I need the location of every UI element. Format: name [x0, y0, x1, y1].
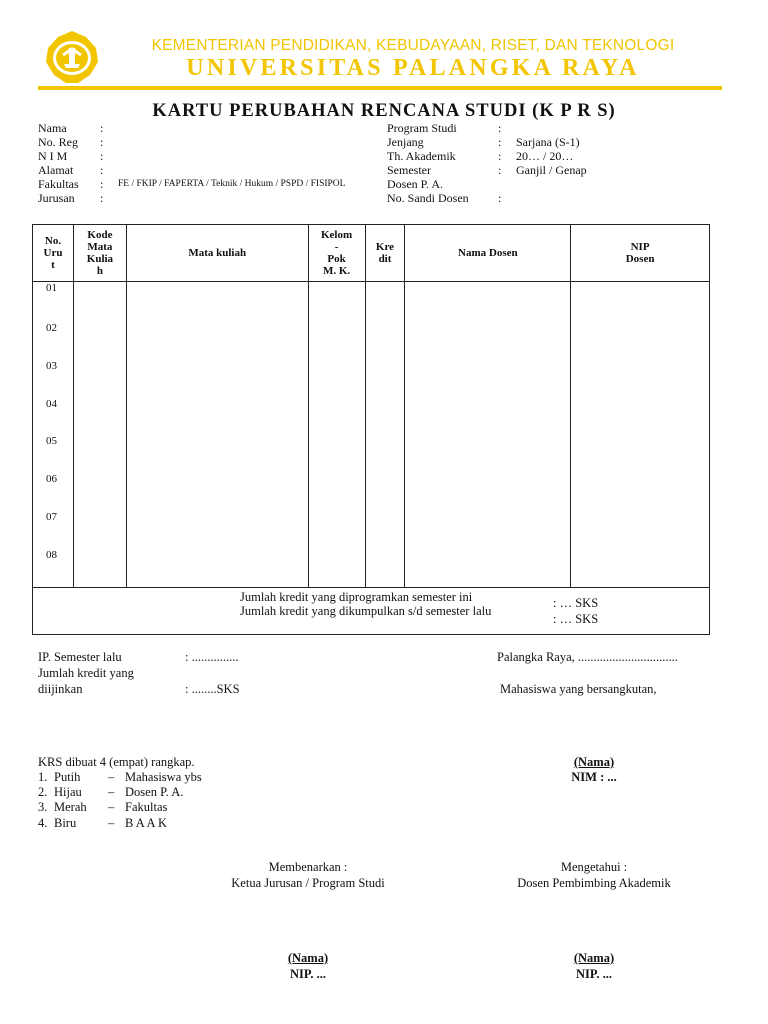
- list-item-dash: –: [108, 800, 115, 814]
- acknowledge-role: Dosen Pembimbing Akademik: [517, 876, 671, 890]
- list-item-holder: Dosen P. A.: [125, 785, 184, 799]
- field-sep: :: [100, 135, 104, 149]
- fakultas-options: FE / FKIP / FAPERTA / Teknik / Hukum / PSPD / FISIPOL: [118, 179, 346, 189]
- row-number: 02: [33, 322, 74, 360]
- form-title: KARTU PERUBAHAN RENCANA STUDI (K P R S): [152, 101, 616, 121]
- university-logo: [40, 30, 104, 86]
- accumulated-credit-value: : … SKS: [553, 611, 599, 626]
- allowed-credit-label-cont: diijinkan: [38, 682, 83, 696]
- header-nama-dosen: Nama Dosen: [405, 225, 571, 282]
- accumulated-credit-label: Jumlah kredit yang dikumpulkan s/d semester lalu: [240, 603, 492, 618]
- jenjang-value: Sarjana (S-1): [516, 135, 580, 149]
- field-label-sandi-dosen: No. Sandi Dosen: [387, 191, 469, 205]
- semester-value: Ganjil / Genap: [516, 163, 587, 177]
- table-row: [33, 473, 710, 511]
- header-no-urut: No. Uru t: [33, 225, 74, 282]
- university-seal-icon: [40, 30, 104, 86]
- field-label-nim: N I M: [38, 149, 68, 163]
- list-item-holder: B A A K: [125, 816, 168, 830]
- header-nip-dosen: NIP Dosen: [571, 225, 710, 282]
- ip-value: : ...............: [185, 650, 239, 664]
- row-number: 07: [33, 511, 74, 549]
- field-sep: :: [100, 149, 104, 163]
- field-label-noreg: No. Reg: [38, 135, 78, 149]
- place-date: Palangka Raya, ................................: [497, 650, 678, 664]
- list-item-color: Biru: [54, 816, 77, 830]
- table-row: [33, 398, 710, 436]
- field-label-dosen-pa: Dosen P. A.: [387, 177, 444, 191]
- ip-label: IP. Semester lalu: [38, 650, 122, 664]
- th-akademik-value: 20… / 20…: [516, 149, 574, 163]
- list-item-holder: Mahasiswa ybs: [125, 770, 202, 784]
- field-label-semester: Semester: [387, 163, 431, 177]
- row-number: 03: [33, 360, 74, 398]
- header-kode-mata-kuliah: Kode Mata Kulia h: [73, 225, 126, 282]
- acknowledge-sign-nip: NIP. ...: [575, 967, 612, 981]
- table-row: [33, 322, 710, 360]
- list-item-color: Hijau: [54, 785, 82, 799]
- field-label-jurusan: Jurusan: [38, 191, 75, 205]
- field-label-fakultas: Fakultas: [38, 177, 79, 191]
- approve-label: Membenarkan :: [268, 860, 348, 874]
- table-row: [33, 282, 710, 323]
- field-label-jenjang: Jenjang: [387, 135, 424, 149]
- list-item-number: 3.: [38, 800, 48, 814]
- programmed-credit-label: Jumlah kredit yang diprogramkan semester ini: [240, 589, 473, 604]
- list-item-dash: –: [108, 770, 115, 784]
- copies-intro: KRS dibuat 4 (empat) rangkap.: [38, 755, 195, 769]
- field-label-prodi: Program Studi: [387, 121, 457, 135]
- acknowledge-sign-name: (Nama): [573, 951, 615, 965]
- field-label-nama: Nama: [38, 121, 67, 135]
- student-label: Mahasiswa yang bersangkutan,: [500, 682, 657, 696]
- field-sep: :: [498, 149, 502, 163]
- allowed-credit-value: : ........SKS: [185, 682, 240, 696]
- table-row: [33, 360, 710, 398]
- field-sep: :: [498, 163, 502, 177]
- allowed-credit-label: Jumlah kredit yang: [38, 666, 134, 680]
- header-mata-kuliah: Mata kuliah: [126, 225, 308, 282]
- row-number: 05: [33, 435, 74, 473]
- ministry-name: KEMENTERIAN PENDIDIKAN, KEBUDAYAAN, RISET, DAN TEKNOLOGI: [151, 37, 675, 54]
- field-sep: :: [100, 121, 104, 135]
- row-number: 06: [33, 473, 74, 511]
- list-item-number: 4.: [38, 816, 48, 830]
- list-item-dash: –: [108, 785, 115, 799]
- row-number: 04: [33, 398, 74, 436]
- list-item-holder: Fakultas: [125, 800, 168, 814]
- student-sign-name: (Nama): [573, 755, 615, 769]
- header-divider: [38, 86, 722, 90]
- header-kelompok: Kelom - Pok M. K.: [308, 225, 365, 282]
- field-label-th-akademik: Th. Akademik: [387, 149, 456, 163]
- table-row: [33, 511, 710, 549]
- list-item-dash: –: [108, 816, 115, 830]
- student-sign-nim: NIM : ...: [571, 770, 617, 784]
- field-sep: :: [498, 135, 502, 149]
- programmed-credit-value: : … SKS: [553, 595, 599, 610]
- field-sep: :: [100, 191, 104, 205]
- table-header-row: [33, 225, 710, 282]
- field-sep: :: [498, 191, 502, 205]
- table-row: [33, 549, 710, 587]
- row-number: 01: [33, 282, 74, 323]
- table-row: [33, 435, 710, 473]
- course-table: [32, 224, 710, 635]
- approve-role: Ketua Jurusan / Program Studi: [231, 876, 385, 890]
- field-sep: :: [100, 163, 104, 177]
- field-sep: :: [498, 121, 502, 135]
- list-item-color: Putih: [54, 770, 81, 784]
- acknowledge-label: Mengetahui :: [560, 860, 628, 874]
- list-item-number: 2.: [38, 785, 48, 799]
- university-name: UNIVERSITAS PALANGKA RAYA: [186, 55, 640, 81]
- approve-sign-name: (Nama): [287, 951, 329, 965]
- field-label-alamat: Alamat: [38, 163, 74, 177]
- list-item-color: Merah: [54, 800, 87, 814]
- approve-sign-nip: NIP. ...: [289, 967, 326, 981]
- credit-summary-row: [33, 587, 710, 634]
- header-kredit: Kre dit: [365, 225, 405, 282]
- list-item-number: 1.: [38, 770, 48, 784]
- row-number: 08: [33, 549, 74, 587]
- field-sep: :: [100, 177, 104, 191]
